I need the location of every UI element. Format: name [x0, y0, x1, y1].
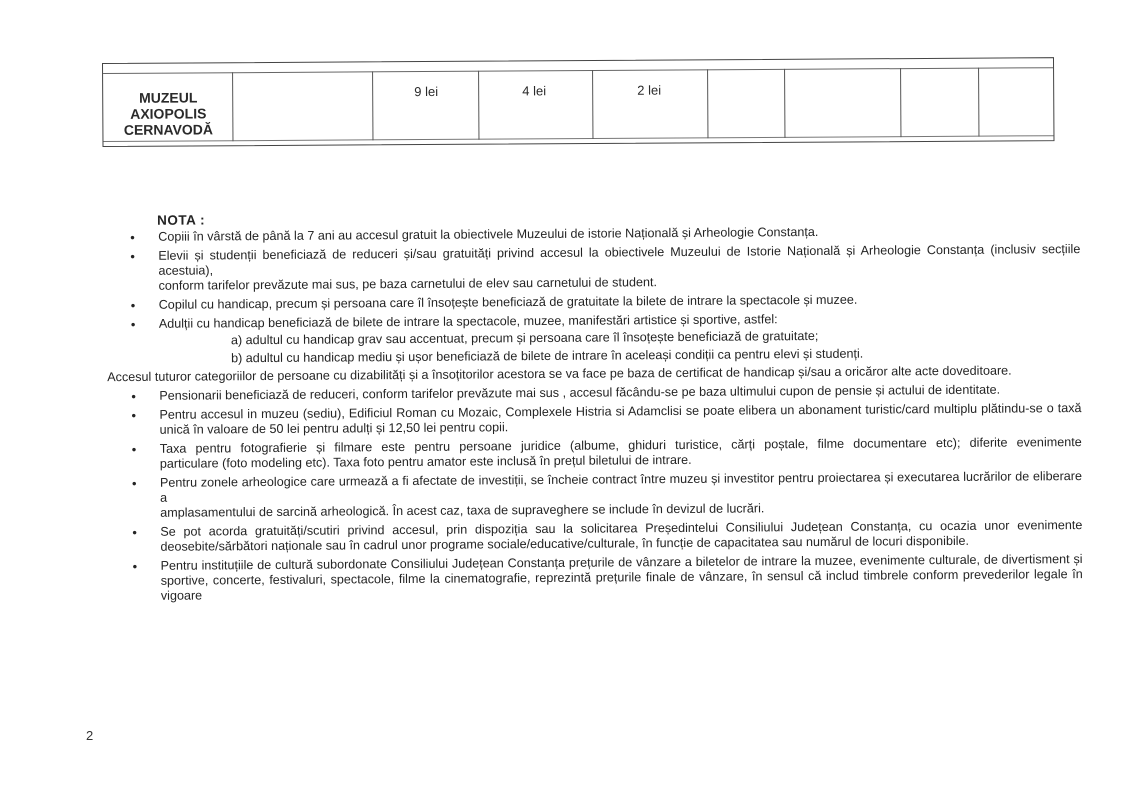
price-adult: 9 lei	[414, 83, 439, 100]
museum-name-line: MUZEUL	[138, 89, 198, 106]
price-student: 2 lei	[637, 82, 662, 98]
note-text: • Pentru zonele arheologice care urmează a fi afectate de investiții, se încheie contract între muzeu și investitor pentru proiectarea și executarea lucrărilor de eliberare a	[159, 469, 1083, 505]
note-text: • Copiii în vârstă de până la 7 ani au accesul gratuit la obiectivele Muzeului de istorie Națională și Arheologie Constanța.	[158, 224, 819, 244]
note-text: amplasamentului de sarcină arheologică. În acest caz, taxa de supraveghere se include în devizul de lucrări.	[160, 501, 765, 520]
note-text: conform tarifelor prevăzute mai sus, pe baza carnetului de elev sau carnetului de student.	[158, 275, 658, 293]
note-text: • Copilul cu handicap, precum și persoana care îl însoțește beneficiază de gratuitate la bilete de intrare la spectacole și muzee.	[158, 292, 858, 312]
page-number: 2	[86, 728, 94, 743]
note-text: sportive, concerte, festivaluri, spectacole, filme la cinematografie, reprezintă prețurile finale de vânzare, în sensul că includ timbrele conform prevederilor legale în	[160, 567, 1083, 588]
access-note: Accesul tuturor categoriilor de persoane cu dizabilități și a însoțitorilor acestora se va face pe baza de certificat de handicap și/sau a oricăror alte acte doveditoare.	[107, 363, 1012, 385]
note-text: • Adulții cu handicap beneficiază de bilete de intrare la spectacole, muzee, manifestări artistice și sportive, astfel:	[158, 312, 778, 331]
museum-name-line: CERNAVODĂ	[123, 121, 214, 138]
note-text: particulare (foto modeling etc). Taxa foto pentru amator este inclusă în prețul biletului de intrare.	[159, 452, 692, 471]
table-inner-bottom-border	[103, 135, 1053, 142]
note-text: • Se pot acorda gratuități/scutiri privind accesul, prin dispoziția sau la solicitarea Președintelui Consiliului Județean Constanța, cu ocazia unor evenimente	[160, 518, 1083, 539]
table-column-divider	[978, 68, 979, 137]
note-item	[131, 291, 1081, 313]
museum-name-line: AXIOPOLIS	[130, 105, 207, 122]
notes-title: NOTA :	[157, 212, 206, 228]
table-column-divider	[900, 68, 901, 137]
table-column-divider	[592, 70, 593, 139]
note-item	[132, 518, 1082, 555]
price-table	[102, 57, 1054, 147]
note-text: • Pensionarii beneficiază de reduceri, conform tarifelor prevăzute mai sus , accesul făcându-se pe baza ultimului cupon de pensie și actului de identitate.	[159, 382, 1001, 403]
note-text: unică în valoare de 50 lei pentru adulți și 12,50 lei pentru copii.	[159, 420, 509, 437]
note-subitem: a) adultul cu handicap grav sau accentuat, precum și persoana care îl însoțește beneficiază de gratuitate;	[230, 328, 819, 348]
table-column-divider	[784, 69, 785, 138]
note-item	[132, 435, 1082, 472]
note-item	[132, 469, 1082, 521]
note-text: • Pentru accesul in muzeu (sediu), Edificiul Roman cu Mozaic, Complexele Histria si Adamclisi se poate elibera un abonament turistic/card multiplu plătindu-se o taxă	[159, 401, 1082, 422]
note-text: • Elevii și studenții beneficiază de reduceri și/sau gratuități privind accesul la obiectivele Muzeului de Istorie Națională și Arheologie Constanța (inclusiv secțiile acestuia),	[158, 242, 1081, 278]
note-item	[130, 242, 1080, 294]
table-inner-top-border	[103, 67, 1053, 74]
museum-name-cell	[103, 89, 233, 138]
note-subitem: b) adultul cu handicap mediu și ușor beneficiază de bilete de intrare în aceleași condiții ca pentru elevi și studenți.	[231, 346, 864, 366]
note-item	[131, 382, 1081, 404]
note-item	[131, 401, 1081, 438]
table-column-divider	[707, 69, 708, 138]
note-text: deosebite/sărbători naționale sau în cadrul unor programe sociale/educative/culturale, în funcție de capacitatea sau numărul de locuri disponibile.	[160, 533, 970, 554]
notes-section	[107, 204, 1083, 608]
price-reduced: 4 lei	[522, 83, 547, 99]
note-text: • Pentru instituțiile de cultură subordonate Consiliului Județean Constanța prețurile de vânzare a biletelor de intrare la muzee, evenimente culturale, de divertisment și	[160, 552, 1083, 573]
note-text: • Taxa pentru fotografierie și filmare este pentru persoane juridice (albume, ghiduri turistice, cărți poștale, filme documentare etc); diferite evenimente	[159, 435, 1082, 456]
note-item	[133, 552, 1083, 604]
table-column-divider	[478, 71, 479, 140]
table-column-divider	[372, 71, 373, 140]
note-text: vigoare	[160, 588, 203, 603]
